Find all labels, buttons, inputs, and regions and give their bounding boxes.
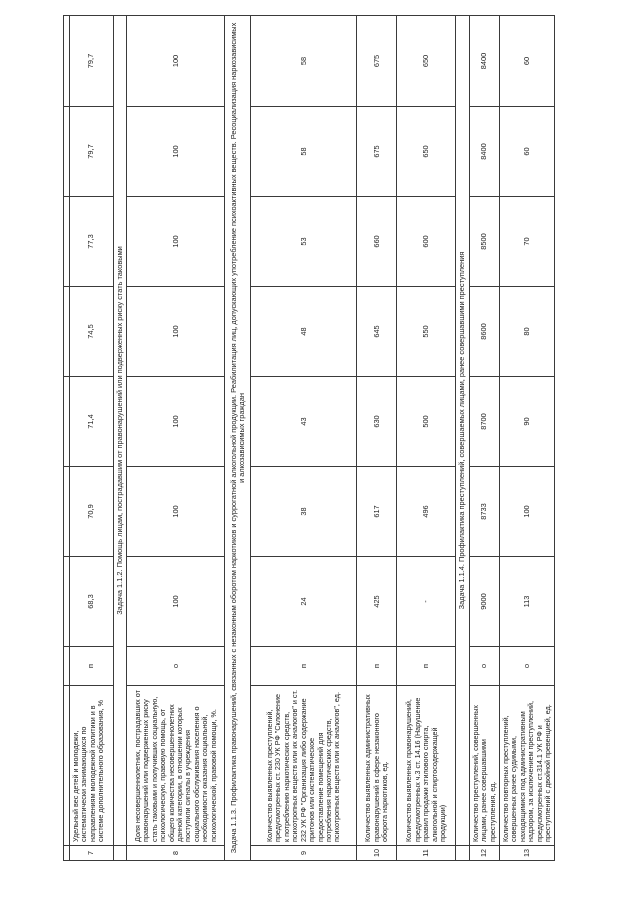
value-cell: 70,9 [70,467,114,557]
indicator-type: о [127,647,225,686]
table-row [127,16,225,861]
table-row [397,16,456,861]
value-cell: 100 [500,467,555,557]
task-heading: Задача 1.1.3. Профилактика правонарушений, связанных с незаконным оборотом наркотиков и суррогатной алкогольной продукции. Реабилитация лиц, допускающих употребление психоактивных веществ. Ресоциализация наркозависимых и алкозависимых граждан [225,16,251,861]
table-row [469,16,499,861]
value-cell: 650 [397,107,456,197]
indicator-text: Доля несовершеннолетних, пострадавших от правонарушений или подверженных риску стать таковыми и получивших социальную, психологическую, правовую помощь, от общего количества несовершеннолетних данной категории, в отношении которых поступили сигналы в учреждения социального обслуживания населения о необходимости оказания социальной, психологической, правовой помощи, %. [127,686,225,846]
indicator-text: Количество выявленных административных правонарушений в сфере незаконного оборота наркотиков, ед. [357,686,397,846]
indicator-text: Количество преступлений, совершенных лицами, ранее совершавшими преступления, ед. [469,686,499,846]
value-cell: 90 [500,377,555,467]
indicator-type: п [397,647,456,686]
value-cell: 500 [397,377,456,467]
value-cell: 660 [357,197,397,287]
value-cell: 53 [251,197,357,287]
value-cell: 8600 [469,287,499,377]
indicators-table [63,15,555,861]
indicator-type: о [469,647,499,686]
value-cell: 68,3 [70,557,114,647]
value-cell: 80 [500,287,555,377]
indicator-text: Удельный вес детей и молодежи, систематически занимающихся по направлениям молодежной политики и в системе дополнительного образования, % [70,686,114,846]
row-number: 9 [251,846,357,861]
indicator-text: Количество выявленных правонарушений, предусмотренных ч.3 ст. 14.16 (Нарушение правил продажи этилового спирта, алкогольной и спиртосодержащей продукции) [397,686,456,846]
task-row [456,16,469,861]
table-row [357,16,397,861]
value-cell: 100 [127,377,225,467]
value-cell: 58 [251,16,357,107]
value-cell: 113 [500,557,555,647]
value-cell: 48 [251,287,357,377]
value-cell: 600 [397,197,456,287]
value-cell: 24 [251,557,357,647]
indicator-type: п [70,647,114,686]
table-row [500,16,555,861]
value-cell: 70 [500,197,555,287]
indicator-type: о [500,647,555,686]
row-number: 12 [469,846,499,861]
value-cell: 9000 [469,557,499,647]
value-cell: 100 [127,467,225,557]
value-cell: 77,3 [70,197,114,287]
value-cell: 60 [500,107,555,197]
rotated-page [63,16,553,861]
value-cell: 8500 [469,197,499,287]
value-cell: 100 [127,557,225,647]
value-cell: 617 [357,467,397,557]
value-cell: 38 [251,467,357,557]
indicator-type: п [357,647,397,686]
row-number: 10 [357,846,397,861]
row-number: 7 [70,846,114,861]
value-cell: 100 [127,197,225,287]
task-row [114,16,127,861]
value-cell: 71,4 [70,377,114,467]
value-cell: 425 [357,557,397,647]
task-heading: Задача 1.1.4. Профилактика преступлений, совершаемых лицами, ранее совершавшими преступления [456,16,469,846]
indicator-text: Количество выявленных преступлений, предусмотренных ст. 230 УК РФ "Склонение к потреблению наркотических средств, психотропных веществ или их аналогов" и ст. 232 УК РФ "Организация либо содержание притонов или систематическое предоставление помещений для потребления наркотических средств, психотропных веществ или их аналогов", ед. [251,686,357,846]
value-cell: 550 [397,287,456,377]
value-cell: 8400 [469,16,499,107]
row-number: 13 [500,846,555,861]
value-cell: 74,5 [70,287,114,377]
value-cell: 8700 [469,377,499,467]
value-cell: 675 [357,16,397,107]
value-cell: - [397,557,456,647]
value-cell: 650 [397,16,456,107]
value-cell: 8733 [469,467,499,557]
value-cell: 496 [397,467,456,557]
indicator-type: п [251,647,357,686]
value-cell: 79,7 [70,107,114,197]
row-number: 8 [127,846,225,861]
row-number: 11 [397,846,456,861]
table-row [70,16,114,861]
value-cell: 100 [127,107,225,197]
value-cell: 58 [251,107,357,197]
value-cell: 43 [251,377,357,467]
value-cell: 100 [127,287,225,377]
value-cell: 630 [357,377,397,467]
value-cell: 79,7 [70,16,114,107]
value-cell: 645 [357,287,397,377]
value-cell: 100 [127,16,225,107]
value-cell: 8400 [469,107,499,197]
value-cell: 60 [500,16,555,107]
table-row [251,16,357,861]
value-cell: 675 [357,107,397,197]
indicator-text: Количество повторных преступлений, совершенных ранее судимыми, находящимися под административным надзором, за исключением преступлений, предусмотренных ст.314.1 УК РФ и преступлений с двойной превенцией, ед. [500,686,555,846]
task-heading: Задача 1.1.2. Помощь лицам, пострадавшим от правонарушений или подверженных риску стать таковыми [114,16,127,846]
task-row [225,16,251,861]
